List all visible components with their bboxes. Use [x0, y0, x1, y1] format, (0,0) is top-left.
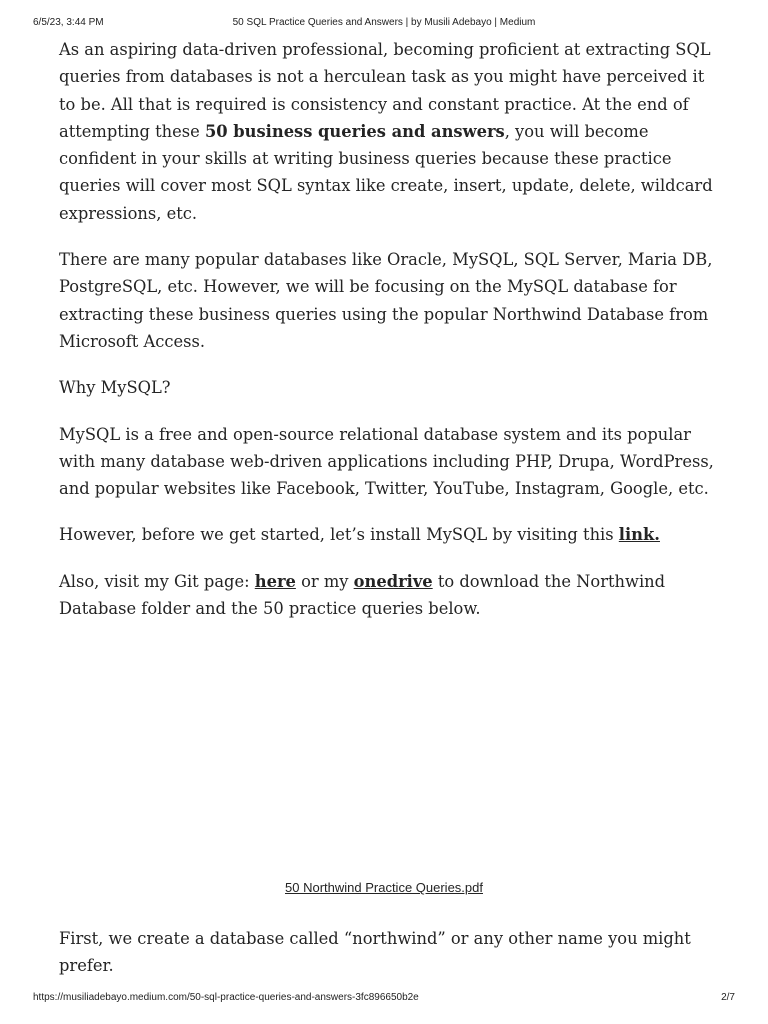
pdf-download-link[interactable]: 50 Northwind Practice Queries.pdf [285, 880, 483, 895]
print-page-number: 2/7 [721, 992, 735, 1003]
article-body [59, 36, 719, 641]
paragraph-git [59, 568, 719, 623]
paragraph-intro-bold: 50 business queries and answers [204, 121, 505, 141]
git-page-link[interactable]: here [254, 571, 296, 591]
install-mysql-link[interactable]: link. [618, 525, 660, 545]
paragraph-git-text-3: to download the Northwind Database folder and the 50 practice queries below. [59, 571, 666, 619]
print-header [0, 17, 768, 31]
paragraph-intro [59, 36, 719, 227]
paragraph-install [59, 521, 719, 548]
paragraph-git-text-1: Also, visit my Git page: [59, 571, 255, 591]
paragraph-databases: There are many popular databases like Oracle, MySQL, SQL Server, Maria DB, PostgreSQL, etc. However, we will be focusing on the MySQL database for extracting these business queries using the popular Northwind Database from Microsoft Access. [59, 250, 713, 351]
paragraph-create-database: First, we create a database called “northwind” or any other name you might prefer. [59, 929, 691, 976]
onedrive-link[interactable]: onedrive [353, 571, 433, 591]
paragraph-mysql-description: MySQL is a free and open-source relational database system and its popular with many database web-driven applications including PHP, Drupa, WordPress, and popular websites like Facebook, Twitter, YouTube, Instagram, Google, etc. [59, 424, 714, 499]
paragraph-git-text-2: or my [295, 571, 354, 591]
print-page-url: https://musiliadebayo.medium.com/50-sql-practice-queries-and-answers-3fc896650b2e [33, 992, 419, 1003]
print-page-title: 50 SQL Practice Queries and Answers | by Musili Adebayo | Medium [232, 17, 536, 28]
paragraph-install-text: However, before we get started, let’s install MySQL by visiting this [59, 525, 619, 545]
paragraph-intro-text-2: , you will become confident in your skills at writing business queries because these practice queries will cover most SQL syntax like create, insert, update, delete, wildcard expressions, etc. [59, 121, 713, 223]
print-footer [0, 992, 768, 1006]
paragraph-intro-text-1: As an aspiring data-driven professional, becoming proficient at extracting SQL queries from databases is not a herculean task as you might have perceived it to be. All that is required is consistency and constant practice. At the end of attempting these [59, 40, 711, 141]
embedded-pdf-caption [0, 880, 768, 895]
print-datetime: 6/5/23, 3:44 PM [33, 17, 104, 28]
paragraph-why-mysql: Why MySQL? [59, 378, 171, 398]
